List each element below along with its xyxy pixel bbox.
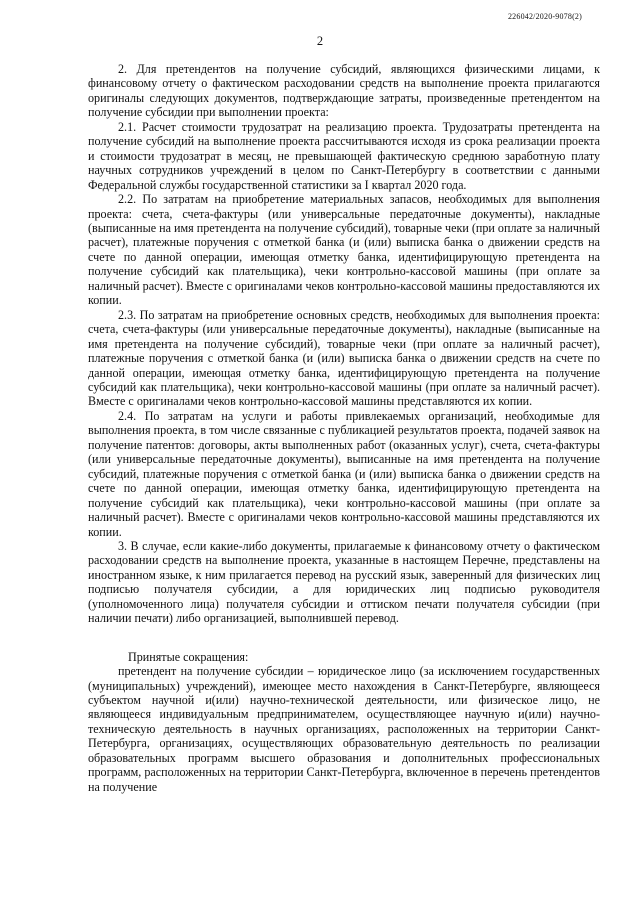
- paragraph-2-3: 2.3. По затратам на приобретение основных средств, необходимых для выполнения проекта: счета, счета-фактуры (или универсальные передаточные документы), накладные (выписанные на имя претендента на получение субсидий), товарные чеки (при оплате за наличный расчет), платежные поручения с отметкой банка (и (или) выписка банка о движении средств на счете по данной операции, имеющая отметку банка, идентифицирующую претендента на получение субсидий как плательщика), чеки контрольно-кассовой машины (при оплате за наличный расчет). Вместе с оригиналами чеков контрольно-кассовой машины представляются их копии.: [88, 307, 600, 409]
- paragraph-2-4: 2.4. По затратам на услуги и работы привлекаемых организаций, необходимые для выполнения проекта, в том числе связанные с публикацией результатов проекта, подачей заявок на получение патентов: договоры, акты выполненных работ (оказанных услуг), счета, счета-фактуры (или универсальные передаточные документы), выписанные на имя претендента на получение субсидий, платежные поручения с отметкой банка (и (или) выписка банка о движении средств на счете по данной операции, имеющая отметку банка, идентифицирующую претендента на получение субсидий как плательщика), чеки контрольно-кассовой машины (при оплате за наличный расчет). Вместе с оригиналами чеков контрольно-кассовой машины представляются их копии.: [88, 408, 600, 539]
- page-number: 2: [316, 34, 324, 48]
- paragraph-2-1: 2.1. Расчет стоимости трудозатрат на реализацию проекта. Трудозатраты претендента на получение субсидий на выполнение проекта рассчитываются исходя из срока реализации проекта и стоимости трудозатрат в месяц, не превышающей фактическую среднюю заработную плату научных сотрудников учреждений в целом по Санкт-Петербургу в соответствии с данными Федеральной службы государственной статистики за I квартал 2020 года.: [88, 119, 600, 192]
- document-registration-number: 226042/2020-9078(2): [507, 12, 582, 21]
- section-gap: [88, 626, 600, 650]
- abbreviations-heading: Принятые сокращения:: [128, 649, 249, 664]
- paragraph-2: 2. Для претендентов на получение субсидий, являющихся физическими лицами, к финансовому отчету о фактическом расходовании средств на выполнение проекта прилагаются оригиналы следующих документов, подтверждающие затраты, произведенные претендентом на получение субсидии при выполнении проекта:: [88, 62, 600, 120]
- abbreviations-text: претендент на получение субсидии – юридическое лицо (за исключением государственных (муниципальных) учреждений), имеющее место нахождения в Санкт-Петербурге, являющееся субъектом научной и(или) научно-технической деятельности, или физическое лицо, не являющееся индивидуальным предпринимателем, осуществляющее научную и(или) научно-техническую деятельность в научных организациях, расположенных на территории Санкт-Петербурга, организациях, осуществляющих образовательную деятельность по реализации образовательных программ высшего образования и дополнительных профессиональных программ, расположенных на территории Санкт-Петербурга, включенное в перечень претендентов на получение: [88, 664, 600, 794]
- paragraph-3: 3. В случае, если какие-либо документы, прилагаемые к финансовому отчету о фактическом расходовании средств на выполнение проекта, указанные в настоящем Перечне, представлены на иностранном языке, к ним прилагается перевод на русский язык, заверенный для физических лиц подписью получателя субсидии, а для юридических лиц подписью руководителя (уполномоченного лица) получателя субсидии и оттиском печати получателя субсидии (при наличии печати) либо организацией, выполнившей перевод.: [88, 538, 600, 626]
- document-body: [88, 62, 600, 794]
- paragraph-2-2: 2.2. По затратам на приобретение материальных запасов, необходимых для выполнения проекта: счета, счета-фактуры (или универсальные передаточные документы), накладные (выписанные на имя претендента на получение субсидий), товарные чеки (при оплате за наличный расчет), платежные поручения с отметкой банка (и (или) выписка банка о движении средств на счете по данной операции, имеющая отметку банка, идентифицирующую претендента на получение субсидий как плательщика), чеки контрольно-кассовой машины (при оплате за наличный расчет). Вместе с оригиналами чеков контрольно-кассовой машины предоставляются их копии.: [88, 192, 600, 308]
